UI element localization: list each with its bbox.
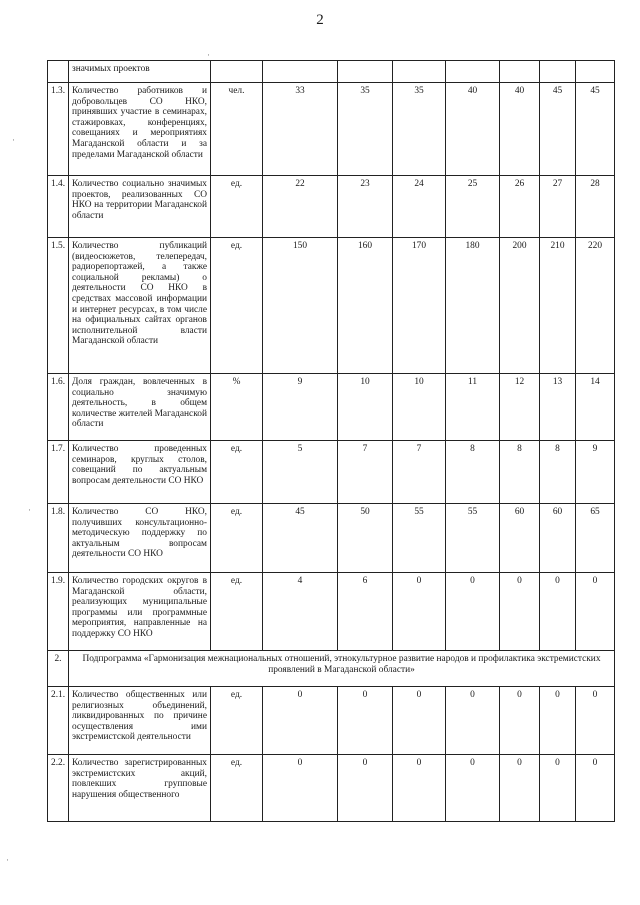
table-row — [48, 755, 615, 822]
year-value: 7 — [393, 441, 446, 504]
year-value — [576, 61, 615, 83]
year-value — [263, 61, 338, 83]
row-number: 1.8. — [48, 504, 69, 573]
year-value: 45 — [576, 83, 615, 176]
row-number — [48, 61, 69, 83]
year-value: 45 — [263, 504, 338, 573]
year-value: 150 — [263, 238, 338, 374]
indicator-name: Количество общественных или религиозных объединений, ликвидированных по причине осуществления ими экстремистской деятельности — [69, 687, 211, 755]
indicator-name: Количество зарегистрированных экстремистских акций, повлекших групповые нарушения общественного — [69, 755, 211, 822]
unit-of-measure: % — [211, 374, 263, 441]
year-value: 200 — [500, 238, 540, 374]
unit-of-measure: ед. — [211, 504, 263, 573]
year-value: 170 — [393, 238, 446, 374]
row-number: 2.1. — [48, 687, 69, 755]
unit-of-measure: чел. — [211, 83, 263, 176]
year-value: 180 — [446, 238, 500, 374]
indicators-table — [47, 60, 615, 822]
indicator-name: Количество СО НКО, получивших консультационно-методическую поддержку по актуальным вопросам деятельности СО НКО — [69, 504, 211, 573]
year-value: 8 — [446, 441, 500, 504]
year-value: 8 — [540, 441, 576, 504]
unit-of-measure — [211, 61, 263, 83]
table-row — [48, 61, 615, 83]
year-value: 40 — [446, 83, 500, 176]
subprogram-row — [48, 651, 615, 687]
year-value: 5 — [263, 441, 338, 504]
unit-of-measure: ед. — [211, 176, 263, 238]
year-value: 24 — [393, 176, 446, 238]
unit-of-measure: ед. — [211, 238, 263, 374]
indicator-name: Количество публикаций (видеосюжетов, телепередач, радиорепортажей, а также социальной рекламы) о деятельности СО НКО в средствах массовой информации и интернет ресурсах, в том числе на официальных сайтах органов исполнительной власти Магаданской области — [69, 238, 211, 374]
year-value: 25 — [446, 176, 500, 238]
year-value: 0 — [446, 755, 500, 822]
year-value: 13 — [540, 374, 576, 441]
scan-mark: · — [6, 855, 9, 865]
year-value: 4 — [263, 573, 338, 651]
row-number: 1.5. — [48, 238, 69, 374]
unit-of-measure: ед. — [211, 755, 263, 822]
indicator-name: Количество городских округов в Магаданской области, реализующих муниципальные программы или программные мероприятия, направленные на поддержку СО НКО — [69, 573, 211, 651]
indicator-name: Доля граждан, вовлеченных в социально значимую деятельность, в общем количестве жителей Магаданской области — [69, 374, 211, 441]
year-value: 0 — [540, 573, 576, 651]
year-value — [540, 61, 576, 83]
year-value: 33 — [263, 83, 338, 176]
year-value: 22 — [263, 176, 338, 238]
row-number: 1.3. — [48, 83, 69, 176]
year-value: 0 — [576, 573, 615, 651]
year-value: 9 — [576, 441, 615, 504]
year-value: 0 — [393, 573, 446, 651]
year-value: 0 — [338, 755, 393, 822]
table-row — [48, 83, 615, 176]
table-row — [48, 687, 615, 755]
year-value: 65 — [576, 504, 615, 573]
table-row — [48, 573, 615, 651]
year-value: 55 — [446, 504, 500, 573]
row-number: 1.7. — [48, 441, 69, 504]
year-value: 0 — [540, 687, 576, 755]
year-value: 55 — [393, 504, 446, 573]
year-value: 0 — [500, 573, 540, 651]
year-value: 12 — [500, 374, 540, 441]
year-value: 0 — [338, 687, 393, 755]
year-value: 0 — [576, 687, 615, 755]
year-value: 0 — [576, 755, 615, 822]
scan-mark: · — [12, 135, 15, 145]
year-value: 28 — [576, 176, 615, 238]
row-number: 1.9. — [48, 573, 69, 651]
year-value: 23 — [338, 176, 393, 238]
year-value: 220 — [576, 238, 615, 374]
row-number: 1.6. — [48, 374, 69, 441]
year-value: 0 — [393, 687, 446, 755]
year-value: 210 — [540, 238, 576, 374]
year-value: 0 — [263, 687, 338, 755]
year-value: 14 — [576, 374, 615, 441]
scan-mark: · — [28, 505, 31, 515]
indicator-name: Количество социально значимых проектов, реализованных СО НКО на территории Магаданской области — [69, 176, 211, 238]
year-value: 160 — [338, 238, 393, 374]
year-value — [446, 61, 500, 83]
year-value: 35 — [338, 83, 393, 176]
row-number: 1.4. — [48, 176, 69, 238]
year-value: 60 — [500, 504, 540, 573]
year-value: 0 — [446, 687, 500, 755]
year-value: 7 — [338, 441, 393, 504]
year-value — [500, 61, 540, 83]
year-value: 0 — [263, 755, 338, 822]
year-value: 27 — [540, 176, 576, 238]
table-row — [48, 504, 615, 573]
table-row — [48, 176, 615, 238]
page-number: 2 — [316, 12, 324, 28]
year-value: 0 — [500, 755, 540, 822]
year-value: 40 — [500, 83, 540, 176]
year-value: 50 — [338, 504, 393, 573]
indicator-name: Количество проведенных семинаров, круглых столов, совещаний по актуальным вопросам деятельности СО НКО — [69, 441, 211, 504]
year-value: 6 — [338, 573, 393, 651]
scan-mark: · — [207, 50, 210, 60]
year-value: 45 — [540, 83, 576, 176]
year-value: 0 — [500, 687, 540, 755]
year-value: 10 — [393, 374, 446, 441]
year-value: 60 — [540, 504, 576, 573]
unit-of-measure: ед. — [211, 687, 263, 755]
row-number: 2.2. — [48, 755, 69, 822]
table-row — [48, 238, 615, 374]
subprogram-title: Подпрограмма «Гармонизация межнациональных отношений, этнокультурное развитие народов и профилактика экстремистских проявлений в Магаданской области» — [69, 651, 615, 687]
unit-of-measure: ед. — [211, 573, 263, 651]
year-value — [393, 61, 446, 83]
table-row — [48, 441, 615, 504]
year-value: 9 — [263, 374, 338, 441]
year-value: 0 — [446, 573, 500, 651]
year-value: 35 — [393, 83, 446, 176]
year-value: 0 — [393, 755, 446, 822]
indicator-name: значимых проектов — [69, 61, 211, 83]
year-value: 8 — [500, 441, 540, 504]
year-value: 11 — [446, 374, 500, 441]
year-value — [338, 61, 393, 83]
subprogram-num: 2. — [48, 651, 69, 687]
table-row — [48, 374, 615, 441]
unit-of-measure: ед. — [211, 441, 263, 504]
year-value: 0 — [540, 755, 576, 822]
year-value: 26 — [500, 176, 540, 238]
indicator-name: Количество работников и добровольцев СО НКО, принявших участие в семинарах, стажировках, конференциях, совещаниях и мероприятиях Магаданской области и за пределами Магаданской области — [69, 83, 211, 176]
year-value: 10 — [338, 374, 393, 441]
